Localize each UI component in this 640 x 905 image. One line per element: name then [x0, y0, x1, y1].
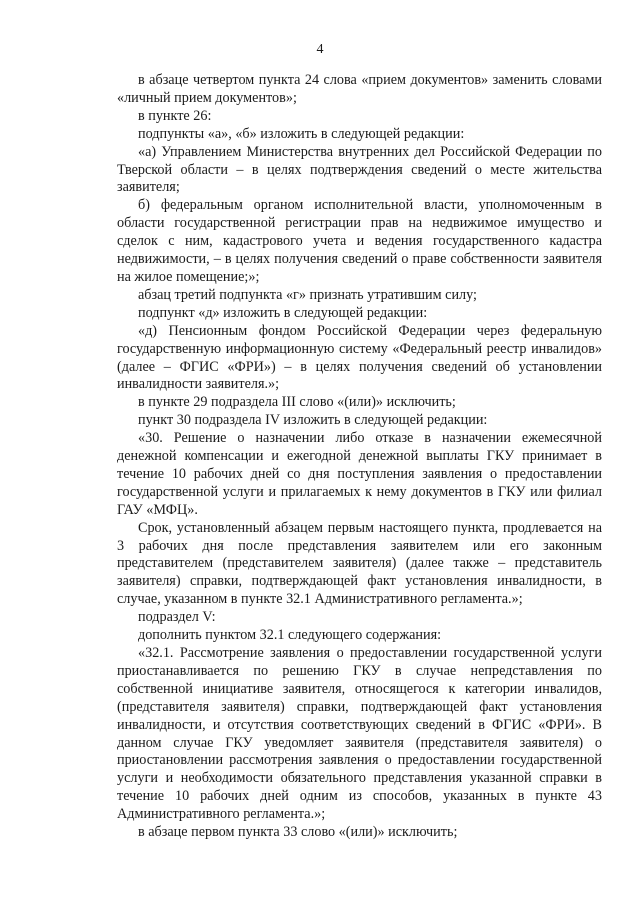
paragraph-6: абзац третий подпункта «г» признать утратившим силу; [138, 286, 477, 303]
page-number: 4 [316, 42, 324, 57]
paragraph-1: в абзаце четвертом пункта 24 слова «прием документов» заменить словами «личный прием документов»; [117, 72, 602, 106]
paragraph-9: в пункте 29 подраздела III слово «(или)» исключить; [138, 394, 456, 411]
paragraph-2: в пункте 26: [138, 107, 212, 124]
paragraph-8: «д) Пенсионным фондом Российской Федерации через федеральную государственную информационную систему «Федеральный реестр инвалидов» (далее – ФГИС «ФРИ») – в целях получения сведений об установлении инвалидности заявителя.»; [117, 322, 602, 393]
paragraph-4: «а) Управлением Министерства внутренних дел Российской Федерации по Тверской области – в целях подтверждения сведений о месте жительства заявителя; [117, 143, 602, 196]
paragraph-5: б) федеральным органом исполнительной власти, уполномоченным в области государственной регистрации прав на недвижимое имущество и сделок с ним, кадастрового учета и ведения государственного кадастра недвижимости, – в целях получения сведений о праве собственности заявителя на жилое помещение;»; [117, 197, 602, 285]
paragraph-15: «32.1. Рассмотрение заявления о предоставлении государственной услуги приостанавливается по решению ГКУ в случае непредставления по собственной инициативе заявителя, относящегося к категории инвалидов, (представителя заявителя) справки, подтверждающей факт установления инвалидности, и отсутствия соответствующих сведений в ФГИС «ФРИ». В данном случае ГКУ уведомляет заявителя (представителя заявителя) о приостановлении рассмотрения заявления о предоставлении государственной услуги и необходимости обязательного представления указанной справки в течение 10 рабочих дней одним из способов, указанных в пункте 43 Административного регламента.»; [117, 645, 602, 823]
paragraph-14: дополнить пунктом 32.1 следующего содержания: [138, 627, 442, 644]
paragraph-12: Срок, установленный абзацем первым настоящего пункта, продлевается на 3 рабочих дня после представления заявителем или его законным представителем (представителем заявителя) (далее также – представитель заявителя) справки, подтверждающей факт установления инвалидности, в случае, указанном в пункте 32.1 Административного регламента.»; [117, 519, 602, 608]
paragraph-11: «30. Решение о назначении либо отказе в назначении ежемесячной денежной компенсации и ежегодной денежной выплаты ГКУ принимает в течение 10 рабочих дней со дня поступления заявления о предоставлении государственной услуги и прилагаемых к нему документов в ГКУ или филиал ГАУ «МФЦ». [117, 430, 602, 518]
paragraph-16: в абзаце первом пункта 33 слово «(или)» исключить; [138, 824, 458, 841]
paragraph-10: пункт 30 подраздела IV изложить в следующей редакции: [138, 412, 488, 429]
paragraph-13: подраздел V: [138, 609, 216, 626]
paragraph-3: подпункты «а», «б» изложить в следующей редакции: [138, 125, 465, 142]
paragraph-7: подпункт «д» изложить в следующей редакции: [138, 304, 428, 321]
document-body [117, 72, 602, 842]
